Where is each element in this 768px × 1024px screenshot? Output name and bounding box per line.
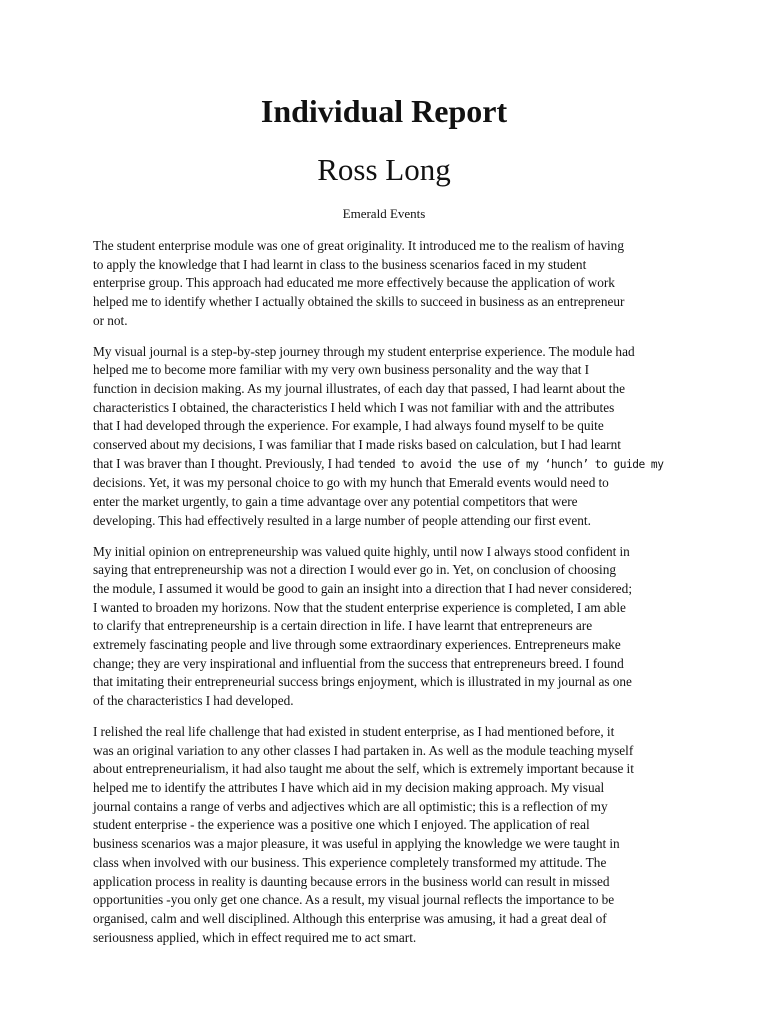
text-line: class when involved with our business. This experience completely transformed my attitude. The: [93, 854, 607, 870]
paragraph-4: [93, 723, 683, 947]
text-line: The student enterprise module was one of great originality. It introduced me to the realism of having: [93, 238, 624, 253]
text-line: organised, calm and well disciplined. Although this enterprise was amusing, it had a great deal of: [93, 910, 607, 926]
text-line: to apply the knowledge that I had learnt in class to the business scenarios faced in my student: [93, 256, 587, 272]
text-line: decisions. Yet, it was my personal choice to go with my hunch that Emerald events would need to: [93, 475, 609, 491]
text-line: My visual journal is a step-by-step journey through my student enterprise experience. The module had: [93, 343, 635, 359]
text-line: journal contains a range of verbs and adjectives which are all optimistic; this is a reflection of my: [93, 798, 608, 814]
text-line: conserved about my decisions, I was familiar that I made risks based on calculation, but I had learnt: [93, 437, 621, 453]
text-line: was an original variation to any other classes I had partaken in. As well as the module teaching myself: [93, 742, 634, 758]
paragraph-3: [93, 543, 683, 711]
text-line: helped me to identify whether I actually obtained the skills to succeed in business as an entrepreneur: [93, 294, 625, 310]
text-line-mixed: [93, 455, 683, 475]
text-line: function in decision making. As my journal illustrates, of each day that passed, I had learnt about the: [93, 380, 626, 396]
author-name: Ross Long: [317, 152, 451, 187]
text-line: extremely fascinating people and live through some extraordinary experiences. Entrepreneurs make: [93, 637, 621, 653]
text-line: characteristics I obtained, the characteristics I held which I was not familiar with and the attributes: [93, 399, 615, 415]
text-line: about entrepreneurialism, it had also taught me about the self, which is extremely important because it: [93, 761, 634, 777]
text-line: change; they are very inspirational and influential from the success that entrepreneurs breed. I found: [93, 655, 624, 671]
text-line: business scenarios was a major pleasure, it was useful in applying the knowledge we were taught in: [93, 836, 620, 852]
text-line: I relished the real life challenge that had existed in student enterprise, as I had mentioned before, it: [93, 723, 615, 739]
paragraph-2: [93, 343, 683, 531]
text-run-monospace: tended to avoid the use of my ‘hunch’ to guide my: [357, 457, 664, 471]
text-line: the module, I assumed it would be good to gain an insight into a direction that I had never considered;: [93, 580, 633, 596]
text-line: application process in reality is daunting because errors in the business world can result in missed: [93, 873, 610, 889]
text-line: I wanted to broaden my horizons. Now that the student enterprise experience is completed, I am able: [93, 599, 626, 615]
report-title: Individual Report: [260, 93, 508, 129]
text-line: enter the market urgently, to gain a time advantage over any potential competitors that were: [93, 494, 578, 510]
text-run: that I was braver than I thought. Previously, I had: [93, 455, 358, 471]
report-body: [93, 237, 683, 959]
text-line: helped me to identify the attributes I have which aid in my decision making approach. My visual: [93, 779, 605, 795]
text-line: to clarify that entrepreneurship is a certain direction in life. I have learnt that entrepreneurs are: [93, 618, 593, 634]
text-line: of the characteristics I had developed.: [93, 693, 294, 709]
text-line: opportunities -you only get one chance. As a result, my visual journal reflects the importance to be: [93, 892, 615, 908]
text-line: seriousness applied, which in effect required me to act smart.: [93, 929, 417, 945]
text-line: developing. This had effectively resulted in a large number of people attending our first event.: [93, 512, 591, 528]
text-line: that imitating their entrepreneurial success brings enjoyment, which is illustrated in my journal as one: [93, 674, 632, 690]
text-line: helped me to become more familiar with my very own business personality and the way that I: [93, 362, 590, 378]
paragraph-1: [93, 237, 683, 331]
text-line: that I had developed through the experience. For example, I had always found myself to be quite: [93, 418, 604, 434]
text-line: enterprise group. This approach had educated me more effectively because the application of work: [93, 275, 615, 291]
text-line: or not.: [93, 312, 128, 328]
text-line: saying that entrepreneurship was not a direction I would ever go in. Yet, on conclusion of choosing: [93, 562, 617, 578]
text-line: student enterprise - the experience was a positive one which I enjoyed. The application of real: [93, 817, 590, 833]
company-name: Emerald Events: [342, 206, 426, 221]
text-line: My initial opinion on entrepreneurship was valued quite highly, until now I always stood confident in: [93, 543, 630, 559]
